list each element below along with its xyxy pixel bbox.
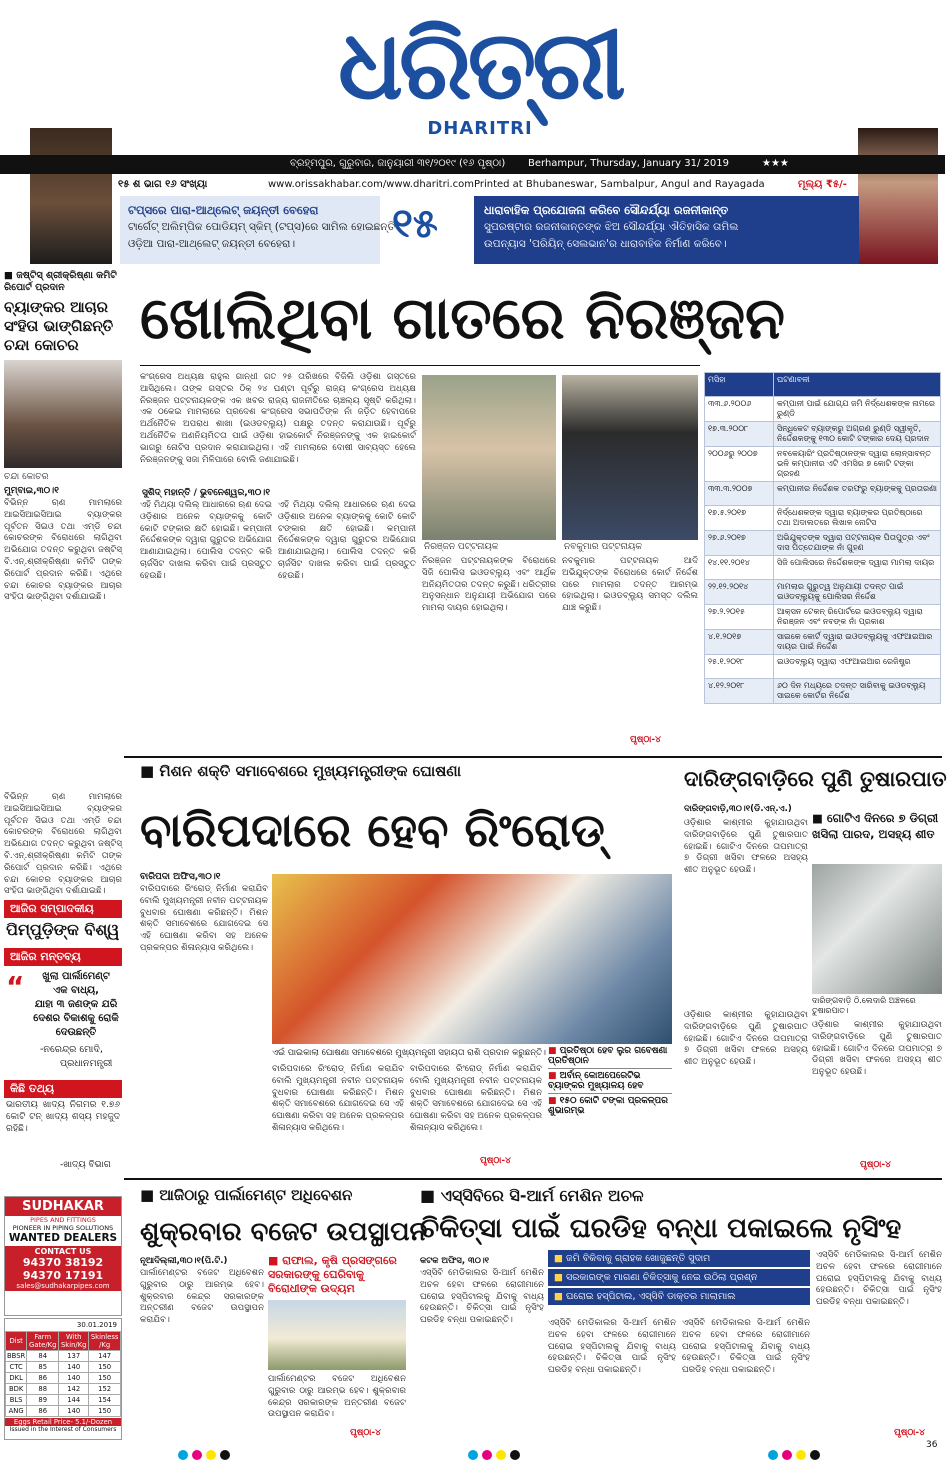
events-date: ୪.୧.୨୦୧୭: [705, 630, 774, 655]
main-col-1: ଏହି ମିଥ୍ୟା ଦଲିଲ୍ ଆଧାରରେ ଋଣ ଦେଇ ଓଡ଼ିଶାର ଅନେକ ବ୍ୟାଙ୍କକୁ କୋଟି କୋଟି ଟଙ୍କାର କ୍ଷତି ହୋଇଛି। କମ୍ପାନୀ ନିର୍ଦ୍ଦେଶକଙ୍କ ଦ୍ୱାରା ଗୁରୁତର ଅଭିଯୋଗ ଆଣାଯାଇଥିଲା। ପୋଲିସ ତଦନ୍ତ କରି ଚାର୍ଜସିଟ ଦାଖଲ କରିବା ପାଇଁ ପ୍ରସ୍ତୁତ ହେଉଛି।: [140, 500, 272, 581]
quote-author: -ନରେନ୍ଦ୍ର ମୋଦି,: [40, 1044, 103, 1055]
events-row: [705, 679, 941, 704]
events-desc: ସିଜି ପୋଲିସରେ ନିର୍ଦ୍ଦେଶକଙ୍କ ଦ୍ୱାରା ମାମଲା ଦାୟର: [774, 556, 941, 580]
events-desc: ନବକେୟାରିଂ ପ୍ରତିଷ୍ଠାନଙ୍କ ଦ୍ୱାରା ଲୋନ୍ସାବନ୍ତ ଭଳି କମ୍ପାନୀର ଏଟି ଏମସିର ୭ କୋଟି ଟଙ୍କା ଗ୍ରହଣ: [774, 447, 941, 482]
sudhakar-tag: PIONEER IN PIPING SOLUTIONS: [12, 1224, 114, 1232]
naba-photo: [562, 375, 698, 540]
quote-line: ଖୁଲା ପାର୍ଲାମେଣ୍ଟ: [42, 971, 110, 982]
scb-col-1: ଏସ୍‌ସିବି ମେଡିକାଲର ସି-ଆର୍ମ ମେଶିନ ଅଚଳ ହେବା ଫଳରେ ରୋଗୀମାନେ ଘରୋଇ ହସ୍ପିଟାଲକୁ ଯିବାକୁ ବାଧ୍ୟ ହେଉଛନ୍ତି। ଚିକିତ୍ସା ପାଇଁ ନୃସିଂହ ଘରଡିହ ବନ୍ଧା ପକାଇଛନ୍ତି।: [420, 1268, 544, 1326]
egg-header: Dist: [6, 1332, 27, 1351]
quote-body: [30, 970, 122, 1040]
scb-dateline: କଟକ ଅଫିସ, ୩୦।୧: [420, 1256, 490, 1266]
ringroad-photo: [272, 874, 672, 1044]
events-date: ୩୩.୩.୨୦୦୭: [705, 482, 774, 506]
events-table: [704, 372, 941, 704]
site-urls[interactable]: www.orissakhabar.com/www.dharitri.com: [268, 179, 475, 190]
frost-box-title: ■ ଗୋଟିଏ ଦିନରେ ୭ ଡିଗ୍ରୀ ଖସିଲା ପାରଦ, ଅସହ୍ୟ ଶୀତ: [812, 811, 939, 841]
egg-header: Farm Gate/Kg: [27, 1332, 59, 1351]
teaser-left-line: ଟାର୍ଗେଟ୍ ଅଲିମ୍ପିକ ପୋଡିୟମ୍ ସ୍କିମ୍ (ଟପ୍ସ)ରେ ସାମିଲ ହୋଇଛନ୍ତି: [128, 221, 395, 233]
right-face-photo: [858, 128, 938, 264]
parliament-photo: [268, 1300, 406, 1370]
events-desc: ଅଭିଯୁକ୍ତଙ୍କ ଦ୍ୱାରା ପଟ୍ଟନାୟକ ପିତାପୁତ୍ର ଏବଂ ଦାସ ପିତ୍ତେଯାଙ୍କ ନାଁ ଗୁହଣ: [774, 531, 941, 556]
ringroad-jump[interactable]: ପୃଷ୍ଠା-୪: [480, 1156, 511, 1166]
frost-col-1: ଓଡ଼ିଶାର କାଶ୍ମୀର କୁହାଯାଉଥିବା ଦାରିଙ୍ଗବାଡ଼ିରେ ପୁଣି ତୁଷାରପାତ ହୋଇଛି। ଗୋଟିଏ ଦିନରେ ତାପମାତ୍ରା ୭ ଡିଗ୍ରୀ ଖସିବା ଫଳରେ ଅସହ୍ୟ ଶୀତ ଅନୁଭୂତ ହେଉଛି।: [684, 818, 808, 876]
events-date: ୨୨.୧୨.୨୦୧୪: [705, 580, 774, 605]
kochhar-kicker: ରିପୋର୍ଟ ପ୍ରଦାନ: [4, 282, 65, 293]
budget-sub: ■ ରାଫାଲ, କୃଷି ପ୍ରସଙ୍ଗରେ ସରକାରଙ୍କୁ ଘେରିବାକୁ ବିରୋଧୀଙ୍କ ଉଦ୍ୟମ: [268, 1254, 397, 1295]
egg-cell: 137: [59, 1351, 89, 1362]
ringroad-bullets: ■ ପ୍ରତିଷ୍ଠା ହେବ ଲୁର ଗବେଷଣା ପ୍ରତିଷ୍ଠାନ ■ ଅର୍ବାନ୍ କୋଅପେରେଟିଭ ବ୍ୟାଙ୍କର ମୁଖ୍ୟାଳୟ ହେବ ■ ୧୫୦ କୋଟି ଟଙ୍କା ପ୍ରକଳ୍ପର ଶୁଭାରମ୍ଭ: [548, 1044, 672, 1118]
teaser-left-title: ଟପ୍ସରେ ପାରା-ଆଥ୍ଲେଟ୍ ଜୟନ୍ତୀ ବେହେରା: [128, 203, 319, 217]
date-odia: ବ୍ରହ୍ମପୁର, ଗୁରୁବାର, ଜାନୁୟାରୀ ୩୧/୨୦୧୯ (୧୬ ପୃଷ୍ଠା): [290, 158, 506, 169]
egg-note: Issued in the Interest of Consumers: [9, 1426, 117, 1433]
egg-cell: 84: [27, 1351, 59, 1362]
quote-title: ଆଜିର ମନ୍ତବ୍ୟ: [4, 948, 122, 966]
egg-cell: BLS: [6, 1395, 27, 1406]
sudhakar-phone: 94370 38192: [22, 1256, 104, 1269]
edition-stars: ★★★: [762, 158, 789, 169]
egg-cell: 140: [59, 1406, 89, 1417]
events-row: [705, 531, 941, 556]
egg-footer: Eggs Retail Price- 5.1/-Dozen: [5, 1418, 121, 1426]
frost-caption: ଦାରିଙ୍ଗବାଡ଼ି ଠି.ଲେଦାରି ଅଞ୍ଚଳରେ ତୁଷାରପାତ।: [812, 996, 916, 1015]
egg-cell: 147: [89, 1351, 121, 1362]
url-bar: [0, 176, 945, 194]
teaser-right-line: ସୁପରଷ୍ଟାର ରଜନୀକାନ୍ତଙ୍କ ଝିଅ ସୌନ୍ଦର୍ଯ୍ୟା ଐତିହାସିକ ତାମିଲ: [484, 221, 739, 233]
scb-col-3: ଏସ୍‌ସିବି ମେଡିକାଲର ସି-ଆର୍ମ ମେଶିନ ଅଚଳ ହେବା ଫଳରେ ରୋଗୀମାନେ ଘରୋଇ ହସ୍ପିଟାଲକୁ ଯିବାକୁ ବାଧ୍ୟ ହେଉଛନ୍ତି। ଚିକିତ୍ସା ପାଇଁ ନୃସିଂହ ଘରଡିହ ବନ୍ଧା ପକାଇଛନ୍ତି।: [682, 1318, 810, 1376]
niranjan-photo: [422, 375, 556, 540]
scb-bullet: ଜମି ବିକିବାକୁ ଗ୍ରାହକ ଖୋଜୁଛନ୍ତି ସୁଦାମ: [566, 1253, 711, 1264]
dateline-bar: [0, 155, 945, 174]
masthead-title: ଧରିତ୍ରୀ: [338, 8, 622, 121]
egg-cell: DKL: [6, 1373, 27, 1384]
egg-cell: 89: [27, 1395, 59, 1406]
frost-photo: [812, 864, 942, 994]
fact-text: ଭାରତୀୟ ଖାଦ୍ୟ ନିଗମର ୧.୭୬ କୋଟି ଟନ୍ ଖାଦ୍ୟ ଶସ୍ୟ ମହଜୁଦ ରହିଛି।: [6, 1100, 120, 1134]
budget-headline[interactable]: ଶୁକ୍ରବାର ବଜେଟ ଉପସ୍ଥାପନ: [140, 1217, 428, 1247]
main-headline[interactable]: ଖୋଲିଥିବା ଗାତରେ ନିରଞ୍ଜନ: [140, 284, 785, 352]
events-date: ୨୭.୨.୨୦୧୫: [705, 605, 774, 630]
quote-line: ଏକ ବାଧ୍ୟ,: [53, 985, 99, 996]
events-desc: ନିର୍ଦ୍ଧେଶକଙ୍କ ଦ୍ୱାରା ବ୍ୟାଙ୍କର ପ୍ରତିଷ୍ଠାରେ ତଥା ଅଦାଲତରେ ଲିଖାଳ ନୋଟିସ: [774, 506, 941, 531]
events-desc: ଇଓଡବ୍ଲ୍ୟୁ ଦ୍ୱାରା ଏଫଆଇଆର ରେଜିଷ୍ଟ୍ର: [774, 655, 941, 679]
events-desc: ସାଇକେ କୋର୍ଟ ଦ୍ୱାରା ଇଓଡବ୍ଲ୍ୟୁକୁ ଏଫଆଇଆର ଦାୟର ପାଇଁ ନିର୍ଦ୍ଦେଶ: [774, 630, 941, 655]
masthead-title-latin: DHARITRI: [427, 118, 533, 139]
egg-cell: ANG: [6, 1406, 27, 1417]
events-row: [705, 655, 941, 679]
frost-headline[interactable]: ଦାରିଙ୍ଗବାଡ଼ିରେ ପୁଣି ତୁଷାରପାତ: [684, 766, 947, 791]
ringroad-bullet: ୧୫୦ କୋଟି ଟଙ୍କା ପ୍ରକଳ୍ପର ଶୁଭାରମ୍ଭ: [548, 1096, 668, 1116]
sudhakar-sub: PIPES AND FITTINGS: [30, 1216, 96, 1224]
page-number: 36: [926, 1440, 938, 1450]
sudhakar-wanted: WANTED DEALERS: [8, 1232, 118, 1244]
egg-cell: 140: [59, 1373, 89, 1384]
ringroad-dateline: ବାରିପଦା ଅଫିସ,୩୦।୧: [140, 872, 221, 882]
budget-dateline: ନୂଆଦିଲ୍ଲୀ,୩୦।୧(ପି.ଟି.): [140, 1256, 228, 1266]
ringroad-kicker: ■ ମିଶନ ଶକ୍ତି ସମାବେଶରେ ମୁଖ୍ୟମନ୍ତ୍ରୀଙ୍କ ଘୋଷଣା: [140, 762, 462, 780]
events-desc: ୬୦ ଦିନ ମଧ୍ୟରେ ତଦନ୍ତ ସାରିବାକୁ ଇଓଡବ୍ଲ୍ୟୁ ସାଇକେ କୋର୍ଟର ନିର୍ଦ୍ଦେଶ: [774, 679, 941, 704]
budget-jump[interactable]: ପୃଷ୍ଠା-୪: [350, 1428, 381, 1438]
events-date: ୧୪.୧୧.୨୦୧୪: [705, 556, 774, 580]
ringroad-col-2: ବାରିପଦାରେ ରିଂରୋଡ୍ ନିର୍ମାଣ କରାଯିବ ବୋଲି ମୁଖ୍ୟମନ୍ତ୍ରୀ ନବୀନ ପଟ୍ଟନାୟକ ବୁଧବାର ଘୋଷଣା କରିଛନ୍ତି। ମିଶନ ଶକ୍ତି ସମାବେଶରେ ଯୋଗଦେଇ ସେ ଏହି ଘୋଷଣା କରିବା ସହ ଅନେକ ପ୍ରକଳ୍ପର ଶିଳାନ୍ୟାସ କରିଥିଲେ।: [272, 1064, 404, 1133]
egg-header: With Skin/Kg: [59, 1332, 89, 1351]
scb-bullet: ଘରୋଇ ହସ୍ପିଟାଲ, ଏସ୍‌ସିବି ଡାକ୍ତର ମାଲାମାଲ: [566, 1291, 736, 1302]
photo-caption-naba: ନବକୁମାର ପଟ୍ଟନାୟକ: [564, 542, 642, 552]
frost-jump[interactable]: ପୃଷ୍ଠା-୪: [860, 1160, 891, 1170]
egg-cell: 154: [89, 1395, 121, 1406]
fact-source: -ଖାଦ୍ୟ ବିଭାଗ: [60, 1160, 111, 1170]
teaser-left[interactable]: [120, 196, 395, 264]
printed-at: Printed at Bhubaneswar, Sambalpur, Angul and Rayagada: [474, 179, 765, 190]
egg-cell: 86: [27, 1406, 59, 1417]
egg-row: [6, 1395, 121, 1406]
frost-col-2: ଓଡ଼ିଶାର କାଶ୍ମୀର କୁହାଯାଉଥିବା ଦାରିଙ୍ଗବାଡ଼ିରେ ପୁଣି ତୁଷାରପାତ ହୋଇଛି। ଗୋଟିଏ ଦିନରେ ତାପମାତ୍ରା ୭ ଡିଗ୍ରୀ ଖସିବା ଫଳରେ ଅସହ୍ୟ ଶୀତ ଅନୁଭୂତ ହେଉଛି।: [684, 1010, 808, 1068]
egg-cell: 150: [89, 1362, 121, 1373]
kochhar-story[interactable]: [4, 270, 122, 355]
events-date: ୨୦୦୬ରୁ ୨୦୦୭: [705, 447, 774, 482]
egg-row: [6, 1373, 121, 1384]
egg-cell: 85: [27, 1362, 59, 1373]
egg-cell: BDK: [6, 1384, 27, 1395]
egg-row: [6, 1351, 121, 1362]
quote-line: ଦେଉଛନ୍ତି: [55, 1027, 97, 1038]
egg-cell: BBSR: [7, 1352, 26, 1360]
egg-row: [6, 1384, 121, 1395]
events-row: [705, 580, 941, 605]
events-desc: ମାମଲାର ଗୁରୁତ୍ୱ ଅନୁଯାୟୀ ତଦନ୍ତ ପାଇଁ ଇଓଡବ୍ଲ୍ୟୁକୁ ପୋଲିସର ନିର୍ଦ୍ଦେଶ: [774, 580, 941, 605]
registration-marks-icon: [178, 1450, 230, 1462]
scb-bullets: ■ ଜମି ବିକିବାକୁ ଗ୍ରାହକ ଖୋଜୁଛନ୍ତି ସୁଦାମ ■ ସରକାରଙ୍କ ମାଗଣା ଚିକିତ୍ସାକୁ ନେଇ ଉଠିଲା ପ୍ରଶ୍ନ ■ ଘରୋଇ ହସ୍ପିଟାଲ, ଏସ୍‌ସିବି ଡାକ୍ତର ମାଲାମାଲ: [548, 1250, 810, 1305]
events-row: [705, 556, 941, 580]
sudhakar-ad[interactable]: [4, 1196, 122, 1316]
events-row: [705, 447, 941, 482]
events-row: [705, 422, 941, 447]
left-face-photo: [30, 128, 112, 264]
ringroad-caption: ଏଇଁ ପାଇକାଲା ଘୋଷଣା ସମାବେଶରେ ମୁଖ୍ୟମନ୍ତ୍ରୀ ସହାୟତା ରାଶି ପ୍ରଦାନ କରୁଛନ୍ତି।: [272, 1048, 546, 1058]
scb-col-4: ଏସ୍‌ସିବି ମେଡିକାଲର ସି-ଆର୍ମ ମେଶିନ ଅଚଳ ହେବା ଫଳରେ ରୋଗୀମାନେ ଘରୋଇ ହସ୍ପିଟାଲକୁ ଯିବାକୁ ବାଧ୍ୟ ହେଉଛନ୍ତି। ଚିକିତ୍ସା ପାଇଁ ନୃସିଂହ ଘରଡିହ ବନ୍ଧା ପକାଇଛନ୍ତି।: [816, 1250, 942, 1308]
events-date: ୪.୧୨.୨୦୧୮: [705, 679, 774, 704]
fact-title: କିଛି ତଥ୍ୟ: [4, 1080, 122, 1098]
ringroad-col-1: ବାରିପଦାରେ ରିଂରୋଡ୍ ନିର୍ମାଣ କରାଯିବ ବୋଲି ମୁଖ୍ୟମନ୍ତ୍ରୀ ନବୀନ ପଟ୍ଟନାୟକ ବୁଧବାର ଘୋଷଣା କରିଛନ୍ତି। ମିଶନ ଶକ୍ତି ସମାବେଶରେ ଯୋଗଦେଇ ସେ ଏହି ଘୋଷଣା କରିବା ସହ ଅନେକ ପ୍ରକଳ୍ପର ଶିଳାନ୍ୟାସ କରିଥିଲେ।: [140, 884, 268, 953]
egg-cell: 150: [89, 1406, 121, 1417]
budget-col-2: ପାର୍ଲାମେଣ୍ଟର ବଜେଟ ଅଧିବେଶନ ଗୁରୁବାର ଠାରୁ ଆରମ୍ଭ ହେବ। ଶୁକ୍ରବାର କେନ୍ଦ୍ର ସରକାରଙ୍କ ଅନ୍ତରୀଣ ବଜେଟ ଉପସ୍ଥାପନ କରାଯିବ।: [268, 1374, 406, 1420]
main-col-2: ଏହି ମିଥ୍ୟା ଦଲିଲ୍ ଆଧାରରେ ଋଣ ଦେଇ ଓଡ଼ିଶାର ଅନେକ ବ୍ୟାଙ୍କକୁ କୋଟି କୋଟି ଟଙ୍କାର କ୍ଷତି ହୋଇଛି। କମ୍ପାନୀ ନିର୍ଦ୍ଦେଶକଙ୍କ ଦ୍ୱାରା ଗୁରୁତର ଅଭିଯୋଗ ଆଣାଯାଇଥିଲା। ପୋଲିସ ତଦନ୍ତ କରି ଚାର୍ଜସିଟ ଦାଖଲ କରିବା ପାଇଁ ପ୍ରସ୍ତୁତ ହେଉଛି।: [278, 500, 416, 581]
editorial-text[interactable]: ପିମ୍ପୁଡ଼ିଙ୍କ ବିଶ୍ୱ: [6, 920, 120, 939]
teaser-left-page[interactable]: ୧୫: [392, 200, 438, 247]
main-jump[interactable]: ପୃଷ୍ଠା-୪: [630, 735, 661, 745]
scb-jump[interactable]: ପୃଷ୍ଠା-୪: [894, 1428, 925, 1438]
egg-row: [6, 1362, 121, 1373]
main-col-4: ନବକୁମାର ପଟ୍ଟନାୟକ ଆଦି ଅଭିଯୁକ୍ତଙ୍କ ବିରୋଧରେ କୋର୍ଟ ନିର୍ଦ୍ଦେଶ ପରେ ମାମଲାର ତଦନ୍ତ ଆରମ୍ଭ ହୋଇଥିଲା। ଇଓଡବ୍ଲ୍ୟୁ ସମସ୍ତ ଦଲିଲ ଯାଞ୍ଚ କରୁଛି।: [562, 556, 698, 614]
quote-line: ଯାହା ୩ ଜଣଙ୍କ ଯରି: [34, 999, 118, 1010]
egg-cell: 88: [27, 1384, 59, 1395]
budget-kicker: ■ ଆଜିଠାରୁ ପାର୍ଲାମେଣ୍ଟ ଅଧିବେଶନ: [140, 1186, 353, 1204]
kochhar-body-cont: ବିଭିନ୍ନ ଋଣ ମାମଲାରେ ଆଇସିଆଇସିଆଇ ବ୍ୟାଙ୍କର ପୂର୍ବତନ ସିଇଓ ତଥା ଏମ୍‌ଡି ଚନ୍ଦା କୋଚରଙ୍କ ବିରୋଧରେ ଲାଗିଥିବା ଅଭିଯୋଗ ତଦନ୍ତ କରୁଥିବା ଜଷ୍ଟିସ୍ ବି.ଏନ୍.ଶ୍ରୀକ୍ରିଷ୍ଣା କମିଟି ତାଙ୍କ ରିପୋର୍ଟ ପ୍ରଦାନ କରିଛି। ଏଥିରେ ଚନ୍ଦା କୋଚର ବ୍ୟାଙ୍କର ଆଚାର ସଂହିତା ଭାଙ୍ଗିଥିବା ଦର୍ଶାଯାଇଛି।: [4, 792, 122, 897]
egg-cell: 150: [89, 1373, 121, 1384]
kochhar-dateline: ମୁମ୍ବାଇ,୩୦।୧: [4, 486, 59, 496]
egg-header: Skinless /Kg: [89, 1332, 121, 1351]
events-desc: ଆକ୍ସନ ଟେକନ୍ ରିପୋର୍ଟରେ ଇଓଡବ୍ଲ୍ୟୁ ଦ୍ୱାରା ନିରଞ୍ଜନ ଏବଂ ନବଙ୍କ ନାଁ ପ୍ରକାଶ: [774, 605, 941, 630]
events-header: ଘଟଣାବଳୀ: [774, 373, 941, 397]
kochhar-body: ବିଭିନ୍ନ ଋଣ ମାମଲାରେ ଆଇସିଆଇସିଆଇ ବ୍ୟାଙ୍କର ପୂର୍ବତନ ସିଇଓ ତଥା ଏମ୍‌ଡି ଚନ୍ଦା କୋଚରଙ୍କ ବିରୋଧରେ ଲାଗିଥିବା ଅଭିଯୋଗ ତଦନ୍ତ କରୁଥିବା ଜଷ୍ଟିସ୍ ବି.ଏନ୍.ଶ୍ରୀକ୍ରିଷ୍ଣା କମିଟି ତାଙ୍କ ରିପୋର୍ଟ ପ୍ରଦାନ କରିଛି। ଏଥିରେ ଚନ୍ଦା କୋଚର ବ୍ୟାଙ୍କର ଆଚାର ସଂହିତା ଭାଙ୍ଗିଥିବା ଦର୍ଶାଯାଇଛି।: [4, 498, 122, 603]
scb-bullet: ସରକାରଙ୍କ ମାଗଣା ଚିକିତ୍ସାକୁ ନେଇ ଉଠିଲା ପ୍ରଶ୍ନ: [566, 1272, 758, 1283]
events-desc: କମ୍ପାନୀର ନିର୍ଦ୍ଦେଶକ ତରଫରୁ ବ୍ୟାଙ୍କକୁ ପ୍ରତାରଣା: [774, 482, 941, 506]
events-desc: କମ୍ପାନୀ ପାଇଁ ଯୋଗ୍ଯ ଜମି ନିର୍ଦ୍ଧେଶକଙ୍କ ନାମରେ ରୁଣ୍ଡି: [774, 397, 941, 422]
registration-marks-icon: [768, 1450, 820, 1462]
sudhakar-email: sales@sudhakarpipes.com: [16, 1282, 110, 1290]
ringroad-bullet: ପ୍ରତିଷ୍ଠା ହେବ ଲୁର ଗବେଷଣା ପ୍ରତିଷ୍ଠାନ: [548, 1046, 668, 1066]
events-row: [705, 397, 941, 422]
kochhar-caption: ଚନ୍ଦା କୋଚର: [4, 472, 49, 482]
photo-caption-niranjan: ନିରଞ୍ଜନ ପଟ୍ଟନାୟକ: [424, 542, 499, 552]
kochhar-headline: ବ୍ୟାଙ୍କର ଆଚାର ସଂହିତା ଭାଙ୍ଗିଛନ୍ତି ଚନ୍ଦା କୋଚର: [4, 298, 114, 354]
egg-cell: 140: [59, 1362, 89, 1373]
main-lead: କଂଗ୍ରେସ ଅଧ୍ୟକ୍ଷ ରାହୁଲ ଗାନ୍ଧୀ ଗତ ୨୫ ତାରିଖରେ ବିଜିଲି ଓଡ଼ିଶା ଗସ୍ତରେ ଆସିଥିଲେ। ତାଙ୍କ ଗସ୍ତର ଠିକ୍ ୨୪ ଘଣ୍ଟା ପୂର୍ବରୁ ରାଜ୍ୟ କଂଗ୍ରେସ ଅଧ୍ୟକ୍ଷ ନିରଞ୍ଜନ ପଟ୍ଟନାୟକଙ୍କ ଏକ ଖବର ରାଜ୍ୟ ରାଜନୀତିରେ ଚାଞ୍ଚଲ୍ୟ ସୃଷ୍ଟି କରିଥିଲା। ଏକ ଠକେଇ ମାମଲାରେ ପ୍ରଦେଶ କଂଗ୍ରେସ ସଭାପତିଙ୍କ ନାଁ ଜଡ଼ିତ ହେବାପରେ ଅର୍ଥନୈତିକ ଅପରାଧ ଶାଖା (ଇଓଡବ୍ଲ୍ୟୁ) ପକ୍ଷରୁ ତଦନ୍ତ କରାଯାଉଛି। ପୂର୍ବରୁ ଅର୍ଥନୈତିକ ଅଣନିୟମିତତା ପାଇଁ ଓଡ଼ିଶା ହାଇକୋର୍ଟ ନିରଞ୍ଜନଙ୍କୁ ଏକ ହାଇକୋର୍ଟ ଭାଗରୁ ନୋଟିସ ପ୍ରଦାନ କରାଯାଇଥିଲା। ଏହି ମାମଲାରେ ଦୋଷୀ ସାବ୍ୟସ୍ତ ହେଲେ ନିରଞ୍ଜନଙ୍କୁ ସଜା ମିଳିପାରେ ବୋଲି ଜଣାଯାଇଛି।: [140, 372, 416, 465]
teaser-left-line: ଓଡ଼ିଆ ପାରା-ଆଥ୍ଲେଟ୍ ଜୟନ୍ତୀ ବେହେରା।: [128, 238, 296, 250]
egg-price-ad: [4, 1318, 122, 1440]
egg-cell: 142: [59, 1384, 89, 1395]
ringroad-col-3: ବାରିପଦାରେ ରିଂରୋଡ୍ ନିର୍ମାଣ କରାଯିବ ବୋଲି ମୁଖ୍ୟମନ୍ତ୍ରୀ ନବୀନ ପଟ୍ଟନାୟକ ବୁଧବାର ଘୋଷଣା କରିଛନ୍ତି। ମିଶନ ଶକ୍ତି ସମାବେଶରେ ଯୋଗଦେଇ ସେ ଏହି ଘୋଷଣା କରିବା ସହ ଅନେକ ପ୍ରକଳ୍ପର ଶିଳାନ୍ୟାସ କରିଥିଲେ।: [410, 1064, 542, 1133]
events-row: [705, 630, 941, 655]
scb-headline[interactable]: ଚିକିତ୍ସା ପାଇଁ ଘରଡିହ ବନ୍ଧା ପକାଇଲେ ନୃସିଂହ: [420, 1213, 902, 1244]
teaser-right-title: ଧାରାବାହିକ ପ୍ରଯୋଜନା କରିବେ ସୌନ୍ଦର୍ଯ୍ୟା ରଜନୀକାନ୍ତ: [484, 203, 729, 217]
egg-cell: 144: [59, 1395, 89, 1406]
events-desc: ସିନ୍ଧିକେଟ ବ୍ୟାଙ୍କରୁ ଅଗ୍ରଣ ରୁଣ୍ଡି ସ୍ୱୀକୃତି, ନିର୍ଦ୍ଦେଶକଙ୍କୁ ୧୩୦ କୋଟି ଟଙ୍କାର ଦେୟ ପ୍ରଦାନ: [774, 422, 941, 447]
teaser-right[interactable]: [474, 196, 859, 264]
editorial-title: ଆଜିର ସମ୍ପାଦକୀୟ: [4, 900, 122, 918]
egg-row: [6, 1406, 121, 1417]
masthead-logo[interactable]: [300, 10, 660, 145]
events-row: [705, 482, 941, 506]
frost-col-3: ଓଡ଼ିଶାର କାଶ୍ମୀର କୁହାଯାଉଥିବା ଦାରିଙ୍ଗବାଡ଼ିରେ ପୁଣି ତୁଷାରପାତ ହୋଇଛି। ଗୋଟିଏ ଦିନରେ ତାପମାତ୍ରା ୭ ଡିଗ୍ରୀ ଖସିବା ଫଳରେ ଅସହ୍ୟ ଶୀତ ଅନୁଭୂତ ହେଉଛି।: [812, 1020, 942, 1078]
quote-role: ପ୍ରଧାନମନ୍ତ୍ରୀ: [60, 1058, 113, 1069]
budget-col-1: ପାର୍ଲାମେଣ୍ଟର ବଜେଟ ଅଧିବେଶନ ଗୁରୁବାର ଠାରୁ ଆରମ୍ଭ ହେବ। ଶୁକ୍ରବାର କେନ୍ଦ୍ର ସରକାରଙ୍କ ଅନ୍ତରୀଣ ବଜେଟ ଉପସ୍ଥାପନ କରାଯିବ।: [140, 1268, 264, 1326]
events-row: [705, 506, 941, 531]
frost-dateline: ଦାରିଙ୍ଗବାଡ଼ି,୩୦।୧(ଡି.ଏନ୍.ଏ.): [684, 804, 792, 814]
events-date: ୨୫.୧.୨୦୧୮: [705, 655, 774, 679]
sudhakar-brand: SUDHAKAR: [5, 1197, 121, 1216]
scb-col-2: ଏସ୍‌ସିବି ମେଡିକାଲର ସି-ଆର୍ମ ମେଶିନ ଅଚଳ ହେବା ଫଳରେ ରୋଗୀମାନେ ଘରୋଇ ହସ୍ପିଟାଲକୁ ଯିବାକୁ ବାଧ୍ୟ ହେଉଛନ୍ତି। ଚିକିତ୍ସା ପାଇଁ ନୃସିଂହ ଘରଡିହ ବନ୍ଧା ପକାଇଛନ୍ତି।: [548, 1318, 676, 1376]
price-label: ମୂଲ୍ୟ ₹୫/-: [798, 179, 847, 190]
sudhakar-contact: CONTACT US: [34, 1247, 92, 1256]
events-row: [705, 605, 941, 630]
egg-cell: CTC: [6, 1362, 27, 1373]
ringroad-headline[interactable]: ବାରିପଦାରେ ହେବ ରିଂରୋଡ୍: [140, 803, 605, 857]
scb-kicker: ■ ଏସ୍‌ସିବିରେ ସି-ଆର୍ମ ମେଶିନ ଅଚଳ: [420, 1186, 644, 1205]
teaser-right-line: ଉପନ୍ୟାସ 'ପରିୟିନ୍ ସେଲଭାନ'ର ଧାରାବାହିକ ନିର୍ମାଣ କରିବେ।: [484, 238, 727, 250]
quote-line: ଦେଶର ବିକାଶକୁ ରୋକି: [33, 1013, 119, 1024]
events-date: ୨୭.୬.୨୦୧୭: [705, 531, 774, 556]
egg-date: 30.01.2019: [76, 1321, 117, 1329]
egg-cell: 86: [27, 1373, 59, 1384]
kochhar-kicker: ■ ଜଷ୍ଟିସ୍ ଶ୍ରୀକ୍ରିଷ୍ଣା କମିଟି: [4, 270, 117, 281]
kochhar-photo: [4, 360, 122, 468]
quote-mark-icon: “: [6, 970, 25, 1003]
registration-marks-icon: [468, 1450, 520, 1462]
volume-label: ୧୫ ଶ ଭାଗ ୧୬ ସଂଖ୍ୟା: [118, 179, 208, 190]
events-header: ମସିହା: [705, 373, 774, 397]
events-date: ୧୭.୩.୨୦୦୮: [705, 422, 774, 447]
main-col-3: ନିରଞ୍ଜନ ପଟ୍ଟନାୟକଙ୍କ ବିରୋଧରେ ସିଜି ପୋଲିସ ଇଓଡବ୍ଲ୍ୟୁ ଏବଂ ଆର୍ଥିକ ଅନିୟମିତତାର ତଦନ୍ତ କରୁଛି। ଧରିତ୍ରୀର ଅନୁସନ୍ଧାନ ଅନୁଯାୟୀ ଅଭିଯୋଗ ପରେ ମାମଲା ଦାୟର ହୋଇଥିଲା।: [422, 556, 556, 614]
events-date: ୧୭.୫.୨୦୧୭: [705, 506, 774, 531]
sudhakar-phone: 94370 17191: [22, 1269, 104, 1282]
egg-cell: 152: [89, 1384, 121, 1395]
ringroad-bullet: ଅର୍ବାନ୍ କୋଅପେରେଟିଭ ବ୍ୟାଙ୍କର ମୁଖ୍ୟାଳୟ ହେବ: [548, 1071, 644, 1091]
events-date: ୩୩.୬.୨୦୦୬: [705, 397, 774, 422]
date-english: Berhampur, Thursday, January 31/ 2019: [528, 158, 729, 169]
main-byline: ସୁଶିଦ୍ ମହାନ୍ତି / ଭୁବନେଶ୍ୱର,୩୦।୧: [141, 488, 271, 498]
